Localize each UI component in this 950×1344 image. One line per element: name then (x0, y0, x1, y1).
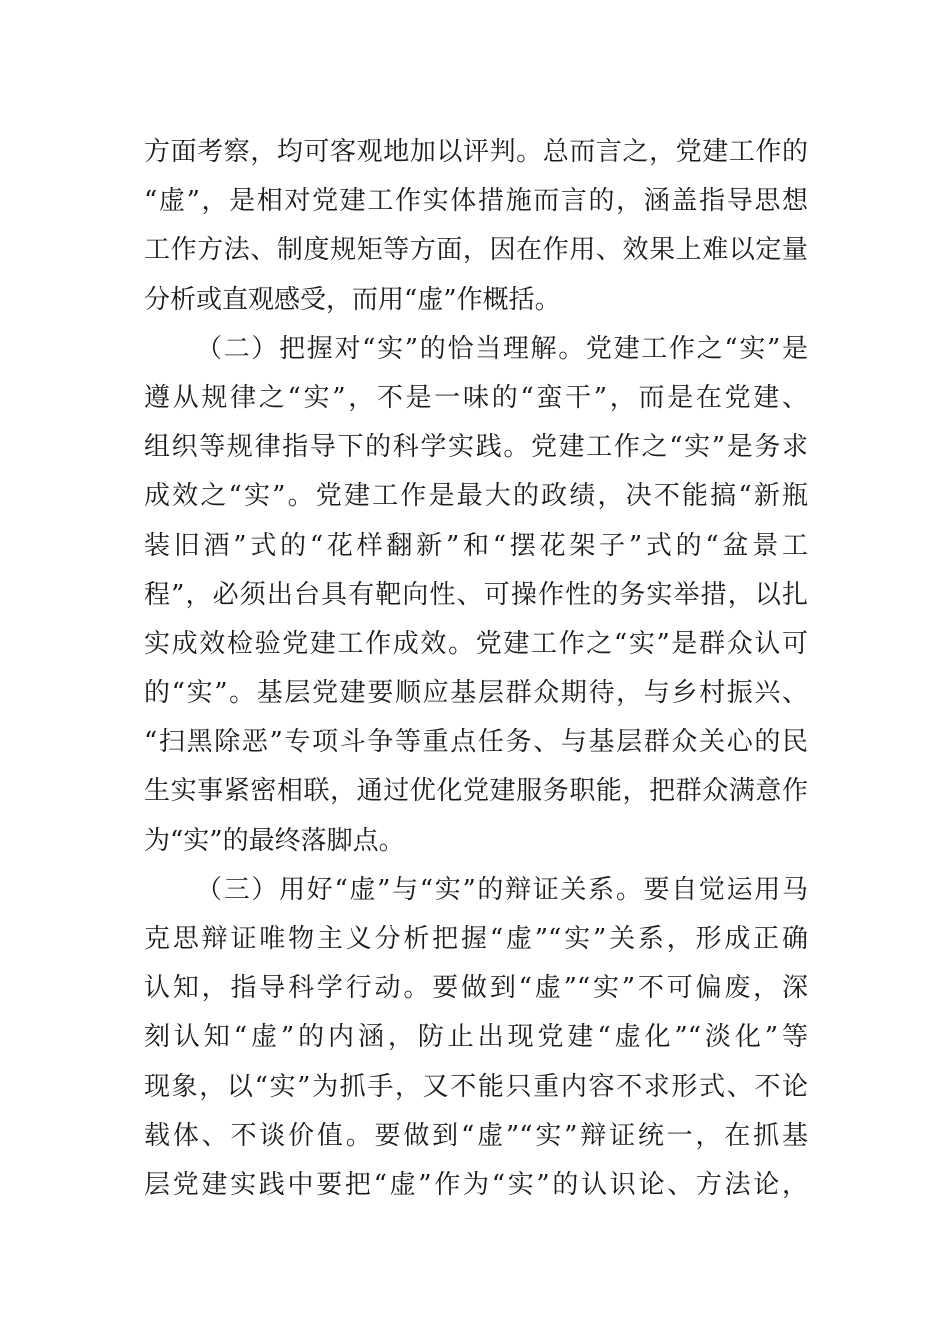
paragraph-first-line: （三）用好“虚”与“实”的辩证关系。要自觉运用马 (196, 874, 808, 905)
text-line: “虚”，是相对党建工作实体措施而言的，涵盖指导思想 (144, 186, 808, 217)
document-body (144, 128, 808, 1210)
text-line: 成效之“实”。党建工作是最大的政绩，决不能搞“新瓶 (144, 481, 808, 512)
text-line: 分析或直观感受，而用“虚”作概括。 (144, 284, 561, 315)
text-line: 工作方法、制度规矩等方面，因在作用、效果上难以定量 (144, 235, 808, 266)
text-line: 克思辩证唯物主义分析把握“虚”“实”关系，形成正确 (144, 924, 808, 954)
text-line: 生实事紧密相联，通过优化党建服务职能，把群众满意作 (144, 776, 808, 807)
text-line: “扫黑除恶”专项斗争等重点任务、与基层群众关心的民 (144, 727, 808, 758)
text-line: 方面考察，均可客观地加以评判。总而言之，党建工作的 (144, 137, 808, 167)
text-line: 现象，以“实”为抓手，又不能只重内容不求形式、不论 (144, 1071, 808, 1102)
text-line: 认知，指导科学行动。要做到“虚”“实”不可偏废，深 (144, 973, 808, 1004)
text-line: 的“实”。基层党建要顺应基层群众期待，与乡村振兴、 (144, 678, 808, 709)
text-line: 装旧酒”式的“花样翻新”和“摆花架子”式的“盆景工 (144, 530, 808, 561)
text-line: 载体、不谈价值。要做到“虚”“实”辩证统一，在抓基 (144, 1120, 808, 1151)
text-line: 为“实”的最终落脚点。 (144, 825, 405, 856)
text-line: 刻认知“虚”的内涵，防止出现党建“虚化”“淡化”等 (144, 1022, 808, 1053)
text-line: 层党建实践中要把“虚”作为“实”的认识论、方法论， (144, 1169, 808, 1200)
paragraph-first-line: （二）把握对“实”的恰当理解。党建工作之“实”是 (196, 333, 808, 364)
text-line: 组织等规律指导下的科学实践。党建工作之“实”是务求 (144, 432, 808, 463)
text-line: 程”，必须出台具有靶向性、可操作性的务实举措，以扎 (144, 579, 808, 610)
text-line: 实成效检验党建工作成效。党建工作之“实”是群众认可 (144, 628, 808, 659)
text-line: 遵从规律之“实”，不是一味的“蛮干”，而是在党建、 (144, 382, 808, 413)
